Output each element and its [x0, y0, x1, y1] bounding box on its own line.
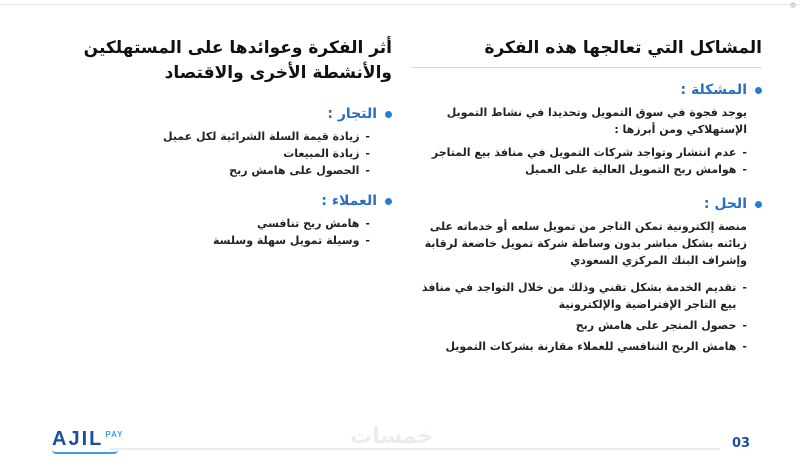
problem-section-head — [412, 82, 762, 98]
merchants-label: التجار : — [327, 106, 377, 122]
logo-subtext: PAY — [105, 430, 124, 439]
list-item: - حصول المتجر على هامش ربح — [575, 319, 747, 332]
customers-list — [42, 215, 370, 249]
ajil-pay-logo — [52, 428, 123, 451]
dash-icon: - — [365, 234, 370, 247]
dash-icon: - — [742, 146, 747, 159]
solution-list — [412, 279, 747, 355]
logo-text: AJIL — [52, 428, 104, 450]
bullet-dot-icon — [385, 198, 392, 205]
list-item: - وسيلة تمويل سهلة وسلسة — [213, 234, 370, 247]
bullet-dot-icon — [755, 201, 762, 208]
dash-icon: - — [742, 340, 747, 353]
list-item: - هامش ربح تنافسي — [256, 217, 370, 230]
logo-swoosh-icon — [52, 450, 118, 454]
dash-icon: - — [365, 147, 370, 160]
impact-title: أثر الفكرة وعوائدها على المستهلكين والأنشطة الأخرى والاقتصاد — [83, 38, 392, 83]
dash-icon: - — [742, 319, 747, 332]
bullet-dot-icon — [385, 111, 392, 118]
bullet-dot-icon — [755, 87, 762, 94]
list-item: - زيادة قيمة السلة الشرائية لكل عميل — [163, 130, 370, 143]
impact-column — [42, 36, 392, 249]
corner-dot-icon — [790, 2, 796, 8]
list-item: - هامش الربح التنافسي للعملاء مقارنة بشركات التمويل — [445, 340, 747, 353]
watermark: خمسات — [350, 424, 434, 449]
list-item: - هوامش ربح التمويل العالية على العميل — [525, 163, 747, 176]
list-item: - تقديم الخدمة بشكل تقني وذلك من خلال التواجد في منافذ بيع التاجر الإفتراضية والإلكترونية — [421, 281, 747, 311]
dash-icon: - — [742, 281, 747, 294]
problems-column — [412, 36, 762, 355]
dash-icon: - — [365, 130, 370, 143]
top-divider — [0, 4, 800, 5]
title-divider — [412, 67, 762, 68]
merchants-list — [42, 128, 370, 179]
customers-label: العملاء : — [321, 193, 377, 209]
solution-text: منصة إلكترونية تمكن التاجر من تمويل سلعه أو خدماته على زبائنه بشكل مباشر بدون وساطة شركة تمويل خاضعة لرقابة وإشراف البنك المركزي السعودي — [424, 220, 747, 267]
merchants-section-head — [42, 106, 392, 122]
list-item: - زيادة المبيعات — [283, 147, 370, 160]
list-item: - عدم انتشار وتواجد شركات التمويل في منافذ بيع المتاجر — [431, 146, 747, 159]
dash-icon: - — [365, 164, 370, 177]
dash-icon: - — [365, 217, 370, 230]
dash-icon: - — [742, 163, 747, 176]
list-item: - الحصول على هامش ربح — [229, 164, 370, 177]
problem-label: المشكلة : — [680, 82, 747, 98]
solution-label: الحل : — [703, 196, 747, 212]
problem-text: يوجد فجوة في سوق التمويل وتحديدا في نشاط التمويل الإستهلاكي ومن أبرزها : — [446, 106, 747, 136]
page-number: 03 — [732, 436, 751, 451]
customers-section-head — [42, 193, 392, 209]
problem-list — [412, 144, 747, 178]
problems-title: المشاكل التي تعالجها هذه الفكرة — [484, 38, 762, 58]
solution-section-head — [412, 196, 762, 212]
